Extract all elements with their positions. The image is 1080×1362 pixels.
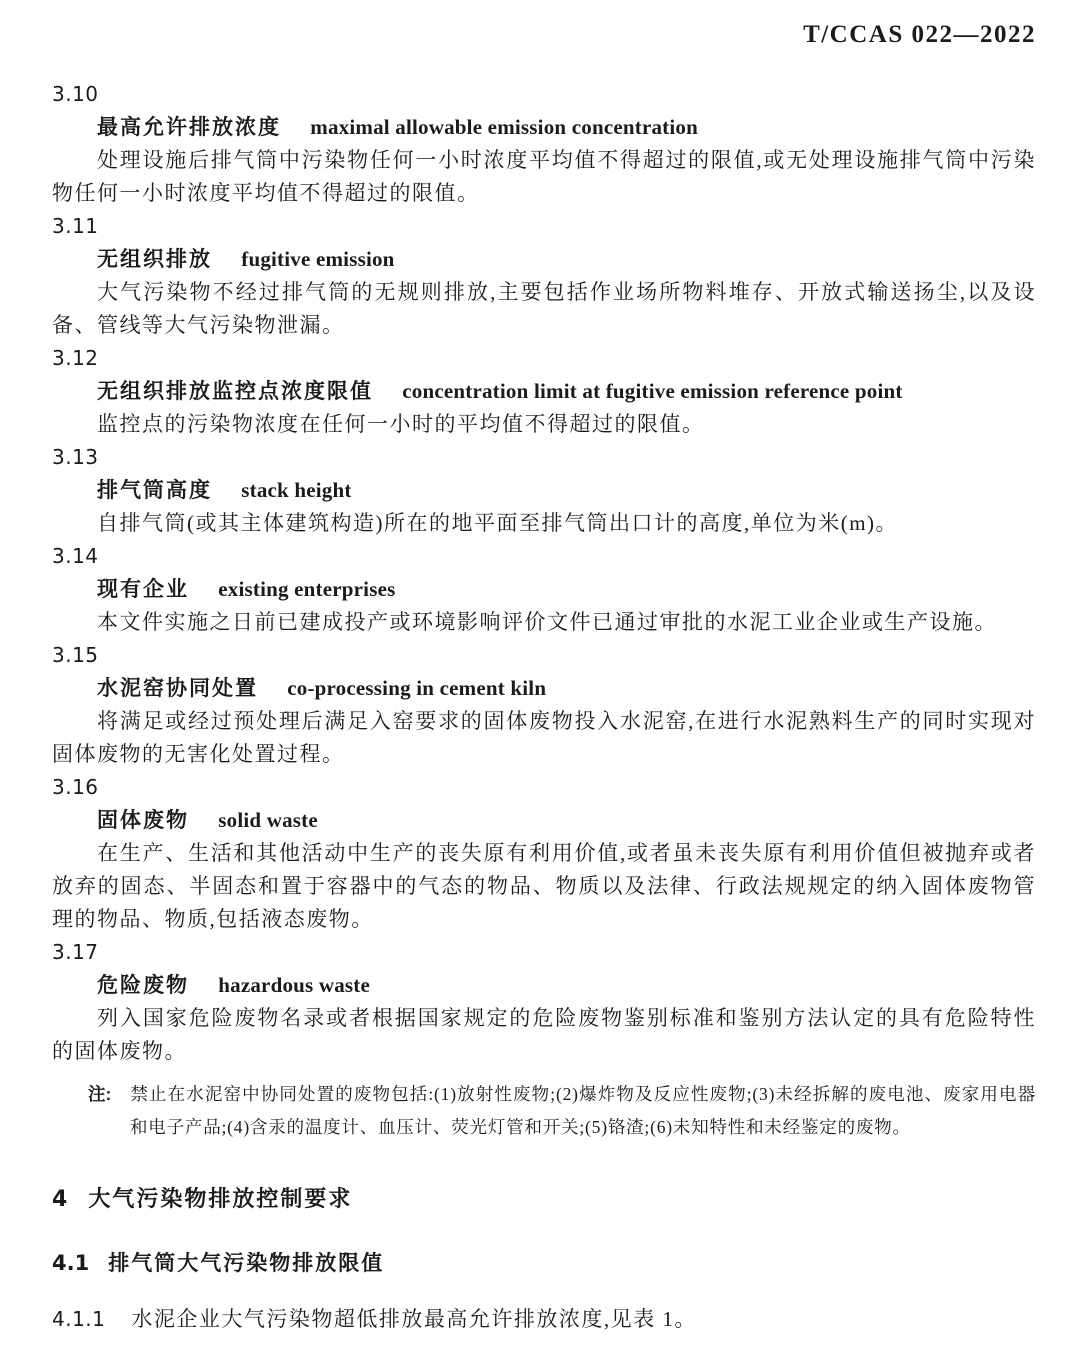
term-definition: 在生产、生活和其他活动中生产的丧失原有利用价值,或者虽未丧失原有利用价值但被抛弃或者放弃的固态、半固态和置于容器中的气态的物品、物质以及法律、行政法规规定的纳入固体废物管理的物品、物质,包括液态废物。 (52, 841, 1036, 931)
term-title (52, 375, 1036, 408)
term-entry-3-13 (52, 441, 1036, 540)
clause-4-1-1 (52, 1303, 1036, 1336)
term-title (52, 573, 1036, 606)
term-title-cn: 无组织排放监控点浓度限值 (97, 380, 373, 403)
term-definition: 监控点的污染物浓度在任何一小时的平均值不得超过的限值。 (97, 412, 705, 436)
term-entry-3-16 (52, 771, 1036, 936)
term-title-cn: 无组织排放 (97, 248, 212, 271)
term-definition: 自排气筒(或其主体建筑构造)所在的地平面至排气筒出口计的高度,单位为米(m)。 (97, 511, 899, 535)
chapter-title: 大气污染物排放控制要求 (88, 1186, 353, 1211)
term-title-en: hazardous waste (218, 973, 371, 997)
term-title-cn: 排气筒高度 (97, 479, 212, 502)
term-entry-3-17 (52, 936, 1036, 1068)
term-entry-3-11 (52, 210, 1036, 342)
term-title-en: existing enterprises (218, 577, 396, 601)
term-title (52, 111, 1036, 144)
term-number: 3.15 (52, 643, 99, 667)
term-number: 3.10 (52, 82, 99, 106)
doc-code: T/CCAS 022—2022 (803, 21, 1036, 48)
term-title-cn: 固体废物 (97, 809, 189, 832)
note (88, 1078, 1036, 1144)
term-definition: 大气污染物不经过排气筒的无规则排放,主要包括作业场所物料堆存、开放式输送扬尘,以及设备、管线等大气污染物泄漏。 (52, 280, 1036, 337)
note-label: 注: (88, 1084, 112, 1104)
term-number: 3.12 (52, 346, 99, 370)
term-title (52, 969, 1036, 1002)
term-entry-3-12 (52, 342, 1036, 441)
chapter-4-heading (52, 1182, 1036, 1216)
note-text: 禁止在水泥窑中协同处置的废物包括:(1)放射性废物;(2)爆炸物及反应性废物;(3)未经拆解的废电池、废家用电器和电子产品;(4)含汞的温度计、血压计、荧光灯管和开关;(5)铬渣;(6)未知特性和未经鉴定的废物。 (130, 1084, 1036, 1137)
term-title (52, 474, 1036, 507)
term-title-en: concentration limit at fugitive emission reference point (402, 379, 903, 403)
term-title-en: stack height (241, 478, 352, 502)
term-title (52, 804, 1036, 837)
term-title (52, 243, 1036, 276)
section-number: 4.1 (52, 1251, 90, 1275)
term-number: 3.16 (52, 775, 99, 799)
term-title (52, 672, 1036, 705)
section-4-1-heading (52, 1247, 1036, 1280)
term-title-cn: 最高允许排放浓度 (97, 116, 281, 139)
term-title-en: co-processing in cement kiln (287, 676, 547, 700)
term-title-en: maximal allowable emission concentration (310, 115, 698, 139)
term-number: 3.14 (52, 544, 99, 568)
term-number: 3.13 (52, 445, 99, 469)
term-title-en: solid waste (218, 808, 318, 832)
term-number: 3.11 (52, 214, 99, 238)
term-entry-3-15 (52, 639, 1036, 771)
chapter-number: 4 (52, 1187, 68, 1212)
terms-definitions-section (52, 78, 1036, 1068)
term-definition: 列入国家危险废物名录或者根据国家规定的危险废物鉴别标准和鉴别方法认定的具有危险特性的固体废物。 (52, 1006, 1036, 1063)
clause-text: 水泥企业大气污染物超低排放最高允许排放浓度,见表 1。 (131, 1307, 697, 1331)
section-title: 排气筒大气污染物排放限值 (108, 1252, 385, 1275)
term-title-cn: 危险废物 (97, 974, 189, 997)
term-title-cn: 水泥窑协同处置 (97, 677, 258, 700)
term-definition: 处理设施后排气筒中污染物任何一小时浓度平均值不得超过的限值,或无处理设施排气筒中污染物任何一小时浓度平均值不得超过的限值。 (52, 148, 1036, 205)
term-number: 3.17 (52, 940, 99, 964)
clause-number: 4.1.1 (52, 1307, 106, 1331)
term-entry-3-10 (52, 78, 1036, 210)
term-title-en: fugitive emission (241, 247, 395, 271)
term-title-cn: 现有企业 (97, 578, 189, 601)
term-definition: 本文件实施之日前已建成投产或环境影响评价文件已通过审批的水泥工业企业或生产设施。 (97, 610, 997, 634)
term-entry-3-14 (52, 540, 1036, 639)
term-definition: 将满足或经过预处理后满足入窑要求的固体废物投入水泥窑,在进行水泥熟料生产的同时实现对固体废物的无害化处置过程。 (52, 709, 1036, 766)
